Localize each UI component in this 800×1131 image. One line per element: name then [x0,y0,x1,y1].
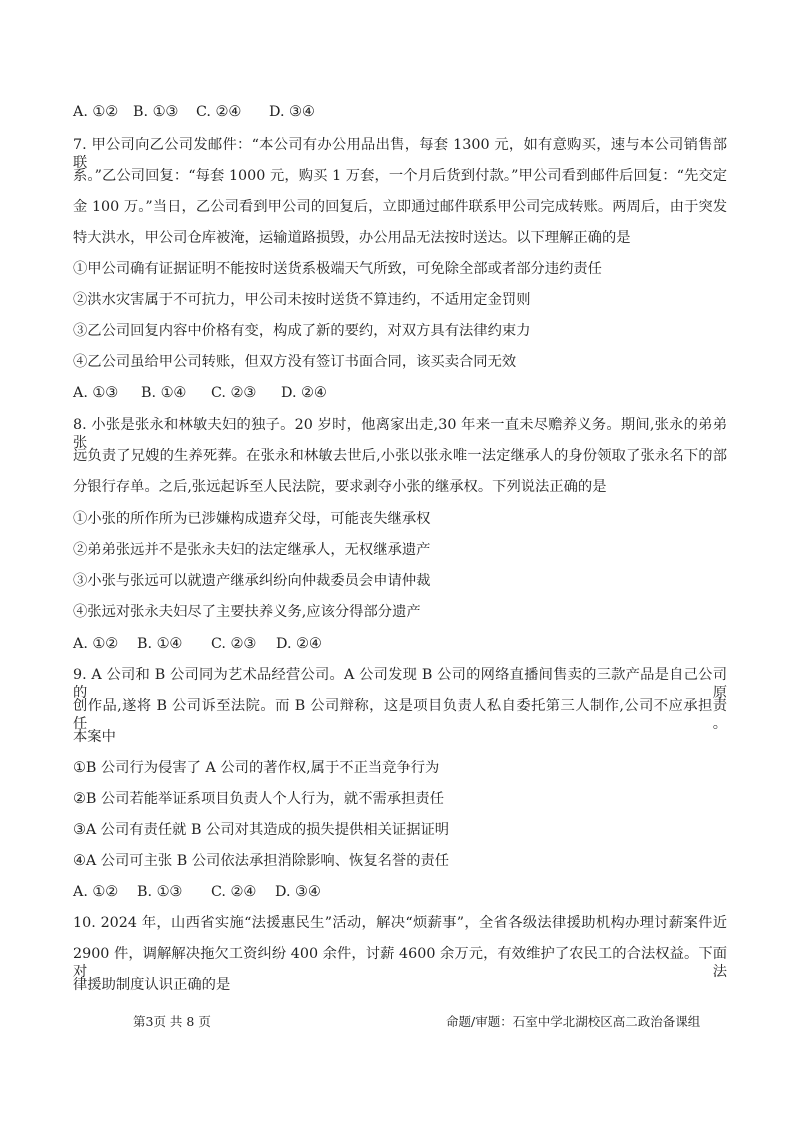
option-a: A. ①② [73,884,119,900]
option-d: D. ③④ [269,104,315,120]
statement: ③A 公司有责任就 B 公司对其造成的损失提供相关证据证明 [73,822,450,838]
question-stem-line: 8. 小张是张永和林敏夫妇的独子。20 岁时，他离家出走,30 年来一直未尽赡养义务。期间,张永的弟弟张 [73,417,727,451]
footer-author: 命题/审题：石室中学北湖校区高二政治备课组 [446,1014,701,1029]
option-b: B. ①③ [137,884,183,900]
option-d: D. ②④ [276,636,322,652]
question-stem-line: 律援助制度认识正确的是 [73,977,231,993]
statement: ④乙公司虽给甲公司转账，但双方没有签订书面合同，该买卖合同无效 [73,354,517,370]
question-stem-line: 本案中 [73,729,116,745]
option-c: C. ②④ [211,884,257,900]
question-stem-line: 系。”乙公司回复：“每套 1000 元，购买 1 万套，一个月后货到付款。”甲公司看到邮件后回复：“先交定 [73,168,727,184]
option-a: A. ①③ [73,385,119,401]
option-b: B. ①④ [137,636,183,652]
statement: ④A 公司可主张 B 公司依法承担消除影响、恢复名誉的责任 [73,853,450,869]
option-b: B. ①④ [141,385,187,401]
statement: ③小张与张远可以就遗产继承纠纷向仲裁委员会申请仲裁 [73,573,431,589]
statement: ②弟弟张远并不是张永夫妇的法定继承人，无权继承遗产 [73,542,431,558]
option-c: C. ②③ [211,636,257,652]
statement: ③乙公司回复内容中价格有变，构成了新的要约，对双方具有法律约束力 [73,323,531,339]
question-stem-line: 分银行存单。之后,张远起诉至人民法院，要求剥夺小张的继承权。下列说法正确的是 [73,479,607,495]
option-a: A. ①② [73,104,119,120]
question-stem-line: 远负责了兄嫂的生养死葬。在张永和林敏去世后,小张以张永唯一法定继承人的身份领取了张永名下的部 [73,448,727,464]
question-stem-line: 创作品,遂将 B 公司诉至法院。而 B 公司辩称，这是项目负责人私自委托第三人制作,公司不应承担责任。 [73,698,727,732]
option-a: A. ①② [73,636,119,652]
question-stem-line: 10. 2024 年，山西省实施“法援惠民生”活动，解决“烦薪事”，全省各级法律援助机构办理讨薪案件近 [73,915,727,931]
question-stem-line: 7. 甲公司向乙公司发邮件：“本公司有办公用品出售，每套 1300 元，如有意购买，速与本公司销售部联 [73,137,727,171]
statement: ①小张的所作所为已涉嫌构成遗弃父母，可能丧失继承权 [73,511,431,527]
question-stem-line: 2900 件，调解解决拖欠工资纠纷 400 余件，讨薪 4600 余万元，有效维护了农民工的合法权益。下面对法 [73,946,727,980]
statement: ④张远对张永夫妇尽了主要扶养义务,应该分得部分遗产 [73,604,421,620]
page-number: 第3页 共 8 页 [133,1014,211,1029]
option-d: D. ③④ [275,884,321,900]
statement: ②洪水灾害属于不可抗力，甲公司未按时送货不算违约，不适用定金罚则 [73,292,531,308]
statement: ②B 公司若能举证系项目负责人个人行为，就不需承担责任 [73,791,444,807]
question-stem-line: 特大洪水，甲公司仓库被淹，运输道路损毁，办公用品无法按时送达。以下理解正确的是 [73,230,631,246]
question-stem-line: 金 100 万。”当日，乙公司看到甲公司的回复后，立即通过邮件联系甲公司完成转账。两周后，由于突发 [73,199,727,215]
statement: ①甲公司确有证据证明不能按时送货系极端天气所致，可免除全部或者部分违约责任 [73,261,602,277]
statement: ①B 公司行为侵害了 A 公司的著作权,属于不正当竞争行为 [73,760,440,776]
option-b: B. ①③ [133,104,179,120]
option-c: C. ②③ [211,385,257,401]
question-stem-line: 9. A 公司和 B 公司同为艺术品经营公司。A 公司发现 B 公司的网络直播间售卖的三款产品是自己公司的原 [73,667,727,701]
option-c: C. ②④ [196,104,242,120]
option-d: D. ②④ [281,385,327,401]
